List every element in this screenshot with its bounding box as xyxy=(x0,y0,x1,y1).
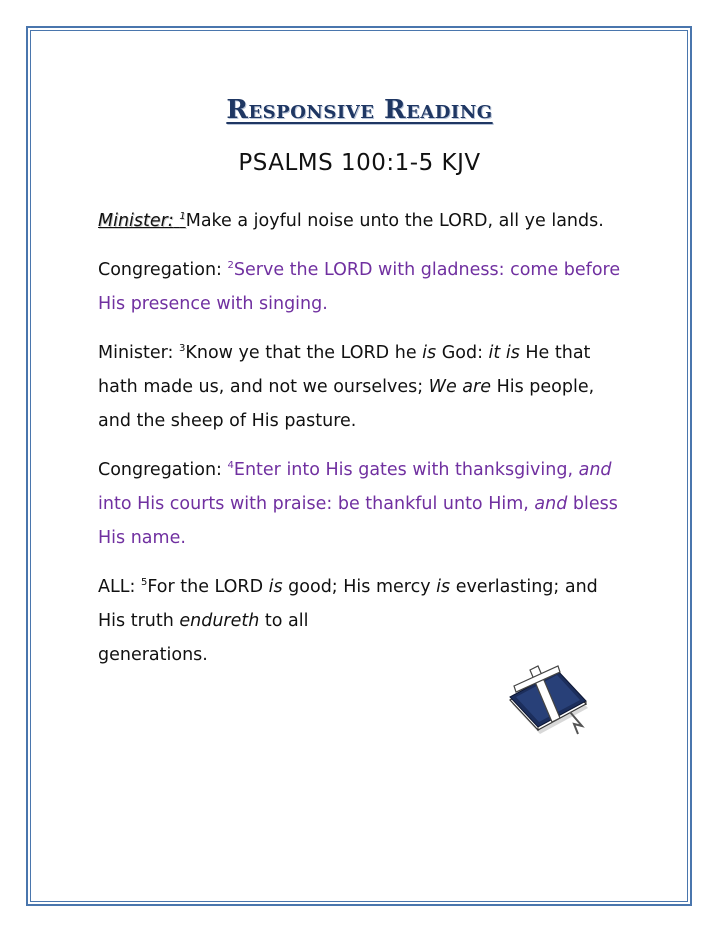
verse-number: 2 xyxy=(227,260,234,272)
page-title-text: Responsive Reading xyxy=(226,95,493,125)
bible-with-cross-icon xyxy=(500,664,595,736)
reading-text: Make a joyful noise unto the LORD, all ye lands. xyxy=(185,211,604,231)
reading-text: Serve the LORD with gladness: come before His presence with singing. xyxy=(98,260,621,314)
page-title xyxy=(0,95,719,125)
verse-number: 1 xyxy=(179,211,186,223)
reading-body xyxy=(98,204,628,687)
reading-text: bless His name. xyxy=(98,494,618,548)
role-label: Minister: xyxy=(98,343,174,363)
reading-congregation-2 xyxy=(98,253,628,321)
italic-word: and xyxy=(534,494,568,514)
reading-minister-1 xyxy=(98,204,628,238)
reading-text: For the LORD xyxy=(147,577,269,597)
reading-text: Enter into His gates with thanksgiving, xyxy=(233,460,579,480)
italic-word: is xyxy=(436,577,451,597)
verse-number: 4 xyxy=(227,460,234,472)
italic-word: We are xyxy=(428,377,491,397)
role-label: Congregation: xyxy=(98,460,222,480)
role-label: Congregation: xyxy=(98,260,222,280)
reading-text: into His courts with praise: be thankful unto Him, xyxy=(98,494,535,514)
reading-text: everlasting; and His truth xyxy=(98,577,598,631)
reading-text: He that hath made us, and not we ourselves; xyxy=(98,343,591,397)
verse-number: 5 xyxy=(140,577,148,589)
reading-text: His people, and the sheep of His pasture. xyxy=(98,377,595,431)
verse-number: 3 xyxy=(179,343,186,355)
role-label: ALL: xyxy=(98,577,136,597)
reading-minister-3 xyxy=(98,336,628,438)
italic-word: is xyxy=(268,577,283,597)
reading-text: Know ye that the LORD he xyxy=(185,343,423,363)
italic-word: and xyxy=(578,460,612,480)
reading-text: good; His mercy xyxy=(282,577,437,597)
italic-word: is xyxy=(422,343,437,363)
scripture-reference: PSALMS 100:1-5 KJV xyxy=(238,150,481,176)
role-label: Minister: $^1$ xyxy=(98,211,186,231)
reading-text: to all xyxy=(259,611,309,631)
reading-all-5 xyxy=(98,570,628,672)
reading-congregation-4 xyxy=(98,453,628,555)
italic-word: endureth xyxy=(179,611,260,631)
reading-text: God: xyxy=(436,343,489,363)
italic-word: it is xyxy=(488,343,520,363)
reading-text: generations. xyxy=(98,645,208,665)
